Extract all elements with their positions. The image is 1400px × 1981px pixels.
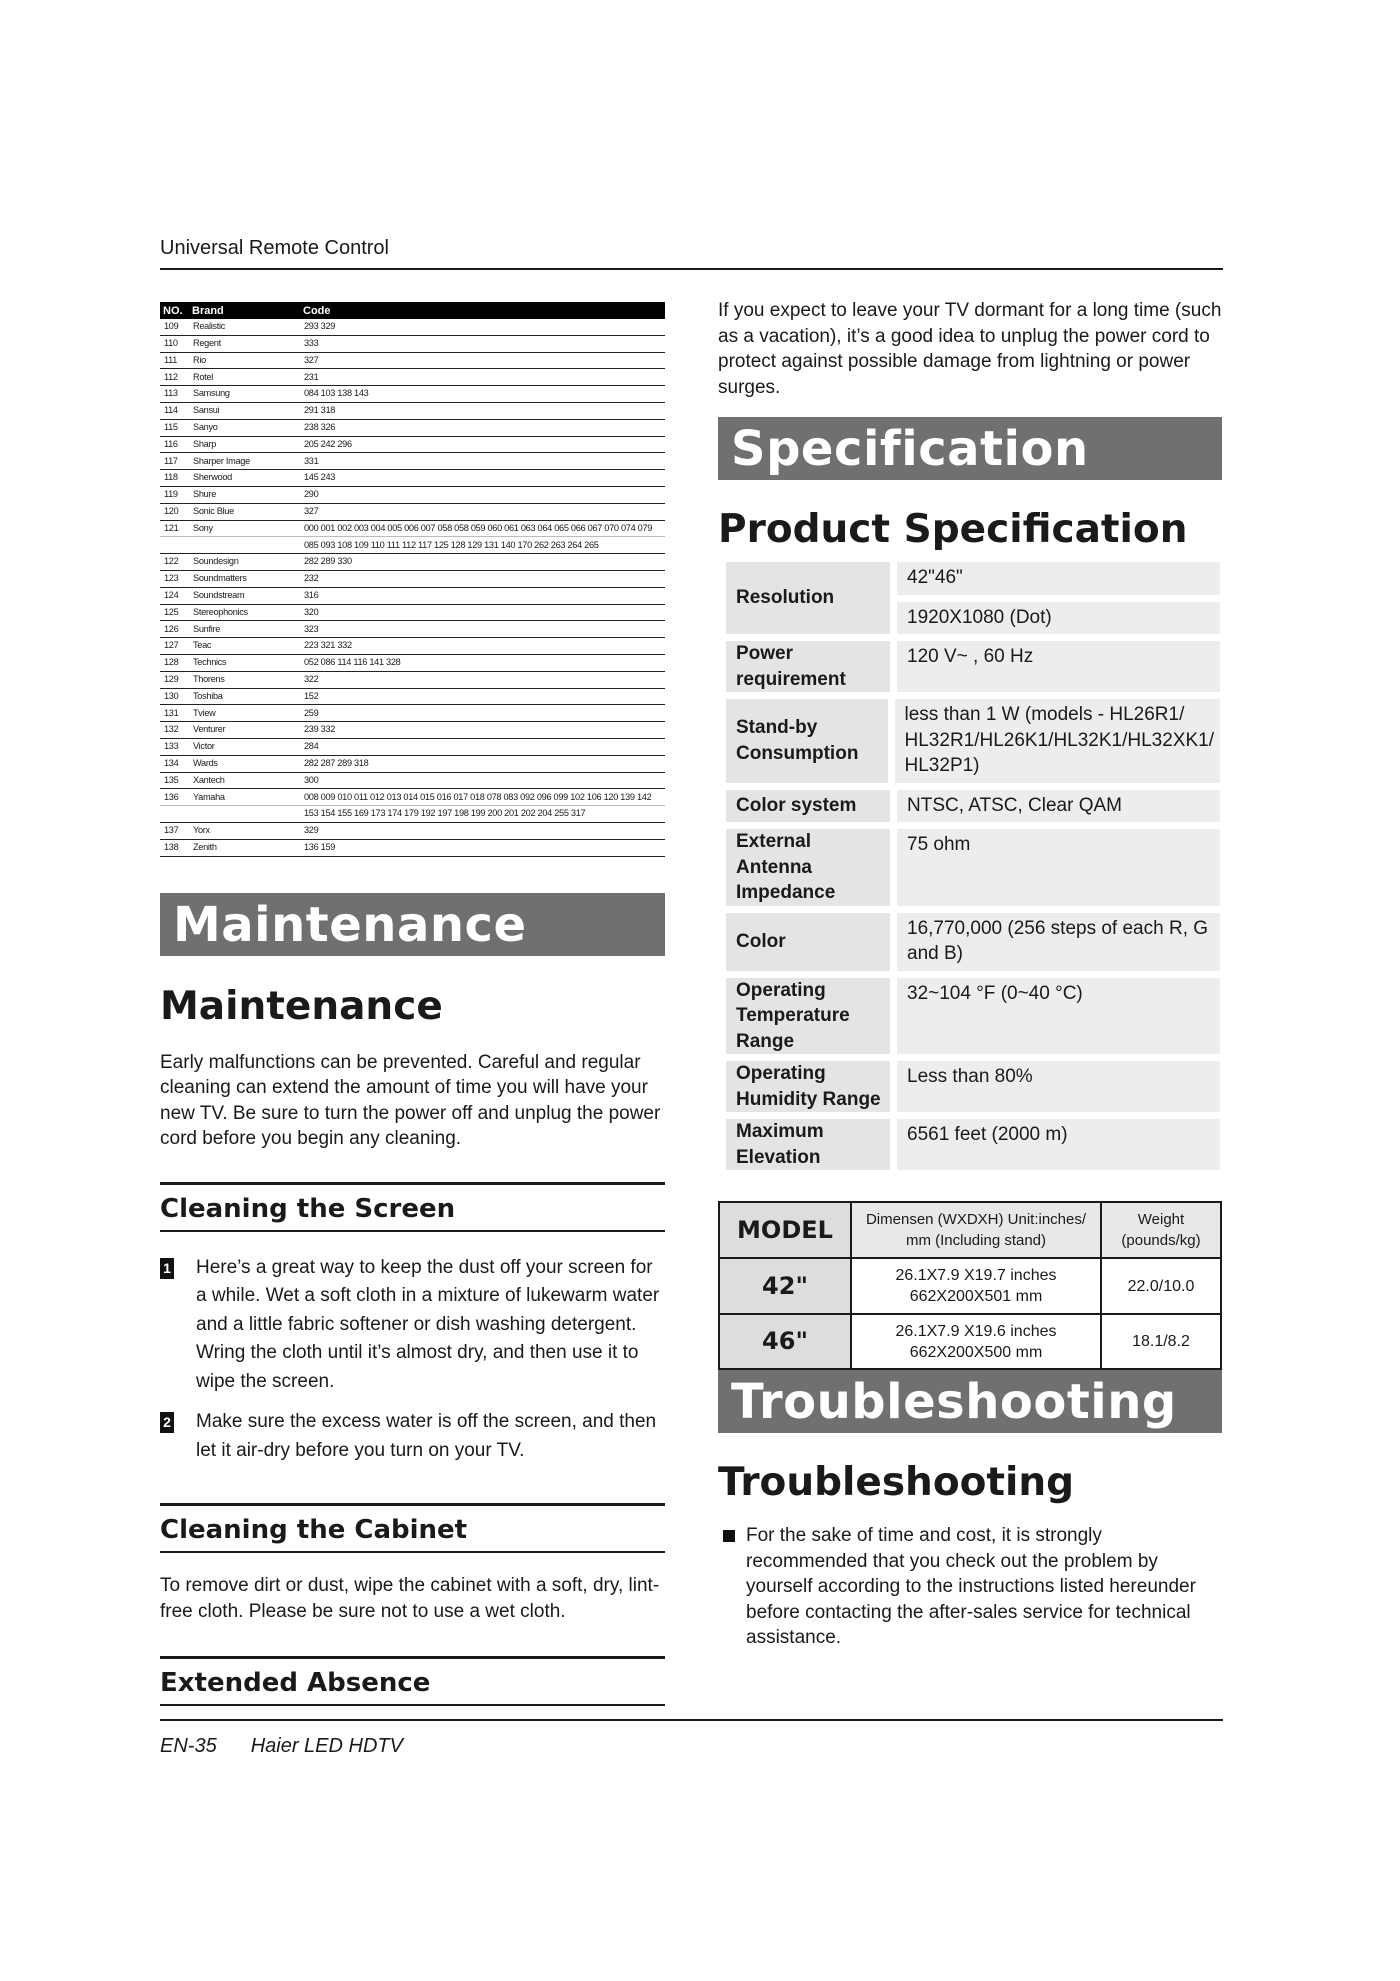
spec-value: 16,770,000 (256 steps of each R, G and B) bbox=[897, 913, 1220, 971]
code-values-cell: 145 243 bbox=[300, 470, 665, 487]
code-no-cell: 117 bbox=[160, 453, 189, 470]
spec-label: Maximum Elevation bbox=[726, 1119, 890, 1170]
code-brand-cell: Shure bbox=[189, 486, 300, 503]
model-dimensions-inches: 26.1X7.9 X19.7 inches bbox=[895, 1267, 1057, 1284]
code-table-row bbox=[160, 806, 665, 823]
code-values-cell: 231 bbox=[300, 369, 665, 386]
code-values-cell: 327 bbox=[300, 352, 665, 369]
model-name: 42" bbox=[719, 1258, 851, 1314]
model-table bbox=[718, 1201, 1222, 1370]
model-weight: 22.0/10.0 bbox=[1101, 1258, 1221, 1314]
spec-value: Less than 80% bbox=[897, 1061, 1220, 1112]
spec-label: Power requirement bbox=[726, 641, 890, 692]
code-table-row bbox=[160, 537, 665, 554]
code-brand-cell: Tview bbox=[189, 705, 300, 722]
weight-header: Weight (pounds/kg) bbox=[1101, 1202, 1221, 1258]
code-brand-cell: Sharp bbox=[189, 436, 300, 453]
code-table-row bbox=[160, 755, 665, 772]
code-values-cell: 152 bbox=[300, 688, 665, 705]
code-table-row bbox=[160, 436, 665, 453]
spec-values bbox=[895, 699, 1220, 783]
code-values-cell: 000 001 002 003 004 005 006 007 058 058 059 060 061 063 064 065 066 067 070 074 079 bbox=[300, 520, 665, 537]
code-no-cell: 123 bbox=[160, 570, 189, 587]
code-table-row bbox=[160, 738, 665, 755]
code-no-cell: 122 bbox=[160, 554, 189, 571]
code-values-cell: 282 289 330 bbox=[300, 554, 665, 571]
code-table-row bbox=[160, 352, 665, 369]
model-dimensions bbox=[851, 1314, 1101, 1369]
step-text-2: Make sure the excess water is off the screen, and then let it air-dry before you turn on your TV. bbox=[196, 1411, 657, 1461]
specification-band: Specification bbox=[718, 417, 1222, 480]
maintenance-band: Maintenance bbox=[160, 893, 665, 956]
model-name: 46" bbox=[719, 1314, 851, 1369]
spec-value: 75 ohm bbox=[897, 829, 1220, 906]
code-no-cell: 116 bbox=[160, 436, 189, 453]
code-values-cell: 153 154 155 169 173 174 179 192 197 198 199 200 201 202 204 255 317 bbox=[300, 806, 665, 823]
code-values-cell: 259 bbox=[300, 705, 665, 722]
code-values-cell: 008 009 010 011 012 013 014 015 016 017 018 078 083 092 096 099 102 106 120 139 142 bbox=[300, 789, 665, 806]
code-brand-cell: Rio bbox=[189, 352, 300, 369]
code-brand-cell: Sonic Blue bbox=[189, 503, 300, 520]
code-no-cell: 115 bbox=[160, 419, 189, 436]
model-dimensions-mm: 662X200X500 mm bbox=[909, 1343, 1043, 1361]
spec-row bbox=[726, 1061, 1220, 1112]
code-brand-cell: Stereophonics bbox=[189, 604, 300, 621]
step-number-1: 1 bbox=[160, 1258, 174, 1279]
code-values-cell: 293 329 bbox=[300, 319, 665, 335]
code-table-row bbox=[160, 470, 665, 487]
code-table-row bbox=[160, 369, 665, 386]
spec-values bbox=[897, 562, 1220, 634]
code-values-cell: 136 159 bbox=[300, 839, 665, 856]
code-no-cell bbox=[160, 537, 189, 554]
code-brand-cell: Realistic bbox=[189, 319, 300, 335]
code-no-cell: 124 bbox=[160, 587, 189, 604]
code-no-cell: 129 bbox=[160, 671, 189, 688]
header-brand: Brand bbox=[189, 302, 300, 319]
product-specification-heading: Product Specification bbox=[718, 507, 1188, 552]
cleaning-screen-heading: Cleaning the Screen bbox=[160, 1193, 456, 1224]
code-no-cell bbox=[160, 806, 189, 823]
code-brand-cell: Sharper Image bbox=[189, 453, 300, 470]
code-values-cell: 333 bbox=[300, 335, 665, 352]
spec-label: Operating Temperature Range bbox=[726, 978, 890, 1055]
spec-label: Stand-by Consumption bbox=[726, 699, 888, 783]
spec-value: 6561 feet (2000 m) bbox=[897, 1119, 1220, 1170]
code-table-row bbox=[160, 688, 665, 705]
code-table-row bbox=[160, 772, 665, 789]
spec-values bbox=[897, 913, 1220, 971]
code-table-row bbox=[160, 722, 665, 739]
header-no: NO. bbox=[160, 302, 189, 319]
spec-row bbox=[726, 699, 1220, 783]
maintenance-heading: Maintenance bbox=[160, 983, 443, 1029]
code-brand-cell: Sony bbox=[189, 520, 300, 537]
header-title: Universal Remote Control bbox=[160, 237, 389, 259]
spec-label: Resolution bbox=[726, 562, 890, 634]
cleaning-cabinet-text: To remove dirt or dust, wipe the cabinet with a soft, dry, lint-free cloth. Please be sure not to use a wet cloth. bbox=[160, 1575, 660, 1622]
code-no-cell: 113 bbox=[160, 386, 189, 403]
spec-values bbox=[897, 978, 1220, 1055]
code-table-row bbox=[160, 654, 665, 671]
code-values-cell: 284 bbox=[300, 738, 665, 755]
code-values-cell: 239 332 bbox=[300, 722, 665, 739]
code-brand-cell: Teac bbox=[189, 638, 300, 655]
code-no-cell: 110 bbox=[160, 335, 189, 352]
code-values-cell: 052 086 114 116 141 328 bbox=[300, 654, 665, 671]
code-no-cell: 128 bbox=[160, 654, 189, 671]
right-column bbox=[718, 298, 1222, 1651]
spec-values bbox=[897, 1061, 1220, 1112]
code-values-cell: 300 bbox=[300, 772, 665, 789]
troubleshooting-heading: Troubleshooting bbox=[718, 1460, 1075, 1505]
model-table-header bbox=[719, 1202, 1221, 1258]
code-no-cell: 126 bbox=[160, 621, 189, 638]
code-table-row bbox=[160, 570, 665, 587]
code-brand-cell: Venturer bbox=[189, 722, 300, 739]
spec-row bbox=[726, 790, 1220, 823]
spec-label: Operating Humidity Range bbox=[726, 1061, 890, 1112]
code-values-cell: 282 287 289 318 bbox=[300, 755, 665, 772]
code-brand-cell: Soundesign bbox=[189, 554, 300, 571]
code-table-row bbox=[160, 486, 665, 503]
code-no-cell: 131 bbox=[160, 705, 189, 722]
code-table-body bbox=[160, 319, 665, 856]
spec-values bbox=[897, 1119, 1220, 1170]
code-brand-cell: Sansui bbox=[189, 402, 300, 419]
code-table-row bbox=[160, 621, 665, 638]
code-brand-cell: Regent bbox=[189, 335, 300, 352]
maintenance-intro: Early malfunctions can be prevented. Careful and regular cleaning can extend the amount of time you will have your new TV. Be sure to turn the power off and unplug the power cord before you begin any cleaning. bbox=[160, 1051, 661, 1149]
step-number-2: 2 bbox=[160, 1412, 174, 1433]
step-1 bbox=[160, 1254, 665, 1397]
code-values-cell: 290 bbox=[300, 486, 665, 503]
code-brand-cell: Soundmatters bbox=[189, 570, 300, 587]
code-table-header bbox=[160, 302, 665, 319]
step-text-1: Here’s a great way to keep the dust off your screen for a while. Wet a soft cloth in a mixture of lukewarm water and a little fabric softener or dish washing detergent. Wring the cloth until it’s almost dry, and then use it to wipe the screen. bbox=[196, 1256, 660, 1392]
spec-value: 1920X1080 (Dot) bbox=[897, 602, 1220, 635]
dimension-header: Dimensen (WXDXH) Unit:inches/ mm (Including stand) bbox=[851, 1202, 1101, 1258]
code-no-cell: 127 bbox=[160, 638, 189, 655]
extended-absence-text: If you expect to leave your TV dormant for a long time (such as a vacation), it’s a good idea to unplug the power cord to protect against possible damage from lightning or power surges. bbox=[718, 300, 1222, 398]
code-no-cell: 118 bbox=[160, 470, 189, 487]
specification-table bbox=[726, 562, 1220, 1170]
left-column bbox=[160, 302, 665, 1706]
code-table-row bbox=[160, 335, 665, 352]
cleaning-cabinet-section-header bbox=[160, 1503, 665, 1553]
code-no-cell: 137 bbox=[160, 822, 189, 839]
spec-value: less than 1 W (models - HL26R1/ HL32R1/HL26K1/HL32K1/HL32XK1/ HL32P1) bbox=[895, 699, 1220, 783]
code-brand-cell: Victor bbox=[189, 738, 300, 755]
code-values-cell: 232 bbox=[300, 570, 665, 587]
code-table-row bbox=[160, 789, 665, 806]
code-no-cell: 132 bbox=[160, 722, 189, 739]
code-brand-cell: Yorx bbox=[189, 822, 300, 839]
spec-values bbox=[897, 641, 1220, 692]
code-no-cell: 130 bbox=[160, 688, 189, 705]
code-no-cell: 133 bbox=[160, 738, 189, 755]
code-no-cell: 109 bbox=[160, 319, 189, 335]
code-values-cell: 323 bbox=[300, 621, 665, 638]
code-brand-cell: Thorens bbox=[189, 671, 300, 688]
spec-row bbox=[726, 913, 1220, 971]
model-header: MODEL bbox=[719, 1202, 851, 1258]
model-dimensions-inches: 26.1X7.9 X19.6 inches bbox=[895, 1322, 1057, 1340]
spec-row bbox=[726, 978, 1220, 1055]
footer bbox=[160, 1735, 437, 1758]
code-no-cell: 120 bbox=[160, 503, 189, 520]
code-no-cell: 135 bbox=[160, 772, 189, 789]
code-table-row bbox=[160, 319, 665, 335]
code-no-cell: 112 bbox=[160, 369, 189, 386]
code-values-cell: 327 bbox=[300, 503, 665, 520]
step-2 bbox=[160, 1408, 665, 1465]
code-brand-cell: Toshiba bbox=[189, 688, 300, 705]
code-brand-cell: Samsung bbox=[189, 386, 300, 403]
code-table-row bbox=[160, 402, 665, 419]
code-table-row bbox=[160, 705, 665, 722]
code-brand-cell: Yamaha bbox=[189, 789, 300, 806]
header-code: Code bbox=[300, 302, 665, 319]
spec-label: Color bbox=[726, 913, 890, 971]
code-no-cell: 125 bbox=[160, 604, 189, 621]
code-no-cell: 111 bbox=[160, 352, 189, 369]
spec-label: External Antenna Impedance bbox=[726, 829, 890, 906]
model-row bbox=[719, 1314, 1221, 1369]
code-values-cell: 329 bbox=[300, 822, 665, 839]
extended-absence-heading: Extended Absence bbox=[160, 1668, 431, 1698]
code-no-cell: 114 bbox=[160, 402, 189, 419]
code-table-row bbox=[160, 554, 665, 571]
code-no-cell: 136 bbox=[160, 789, 189, 806]
code-brand-cell: Zenith bbox=[189, 839, 300, 856]
code-brand-cell: Technics bbox=[189, 654, 300, 671]
code-values-cell: 085 093 108 109 110 111 112 117 125 128 129 131 140 170 262 263 264 265 bbox=[300, 537, 665, 554]
model-weight: 18.1/8.2 bbox=[1101, 1314, 1221, 1369]
code-table-row bbox=[160, 520, 665, 537]
code-table-row bbox=[160, 604, 665, 621]
cleaning-screen-section-header bbox=[160, 1182, 665, 1232]
code-brand-cell: Rotel bbox=[189, 369, 300, 386]
spec-value: 42"46" bbox=[897, 562, 1220, 595]
spec-row bbox=[726, 641, 1220, 692]
spec-value: NTSC, ATSC, Clear QAM bbox=[897, 790, 1220, 823]
code-brand-cell: Xantech bbox=[189, 772, 300, 789]
code-no-cell: 121 bbox=[160, 520, 189, 537]
bullet-square-icon bbox=[723, 1530, 735, 1542]
code-table-row bbox=[160, 587, 665, 604]
code-values-cell: 316 bbox=[300, 587, 665, 604]
footer-rule bbox=[160, 1719, 1223, 1721]
spec-value: 32~104 °F (0~40 °C) bbox=[897, 978, 1220, 1055]
code-table-row bbox=[160, 822, 665, 839]
footer-page-number: EN-35 bbox=[160, 1735, 217, 1757]
model-dimensions bbox=[851, 1258, 1101, 1314]
code-no-cell: 134 bbox=[160, 755, 189, 772]
spec-row bbox=[726, 562, 1220, 634]
code-table-row bbox=[160, 453, 665, 470]
code-values-cell: 322 bbox=[300, 671, 665, 688]
code-table-row bbox=[160, 419, 665, 436]
code-brand-cell: Sunfire bbox=[189, 621, 300, 638]
code-brand-cell bbox=[189, 806, 300, 823]
extended-absence-section-header bbox=[160, 1656, 665, 1706]
code-table-row bbox=[160, 638, 665, 655]
code-values-cell: 205 242 296 bbox=[300, 436, 665, 453]
troubleshooting-bullet-text: For the sake of time and cost, it is strongly recommended that you check out the problem by yourself according to the instructions listed hereunder before contacting the after-sales service for technical assistance. bbox=[746, 1525, 1196, 1648]
header-rule bbox=[160, 268, 1223, 270]
code-table-row bbox=[160, 671, 665, 688]
code-values-cell: 291 318 bbox=[300, 402, 665, 419]
code-table-row bbox=[160, 839, 665, 856]
spec-value: 120 V~ , 60 Hz bbox=[897, 641, 1220, 692]
troubleshooting-bullet bbox=[718, 1523, 1222, 1651]
code-values-cell: 084 103 138 143 bbox=[300, 386, 665, 403]
spec-values bbox=[897, 790, 1220, 823]
spec-row bbox=[726, 829, 1220, 906]
spec-label: Color system bbox=[726, 790, 890, 823]
cleaning-cabinet-heading: Cleaning the Cabinet bbox=[160, 1515, 468, 1545]
code-no-cell: 138 bbox=[160, 839, 189, 856]
code-no-cell: 119 bbox=[160, 486, 189, 503]
code-values-cell: 331 bbox=[300, 453, 665, 470]
code-brand-cell bbox=[189, 537, 300, 554]
spec-values bbox=[897, 829, 1220, 906]
remote-code-table bbox=[160, 302, 665, 857]
spec-row bbox=[726, 1119, 1220, 1170]
code-values-cell: 238 326 bbox=[300, 419, 665, 436]
model-dimensions-mm: 662X200X501 mm bbox=[909, 1288, 1043, 1305]
code-table-row bbox=[160, 503, 665, 520]
code-table-row bbox=[160, 386, 665, 403]
troubleshooting-band: Troubleshooting bbox=[718, 1370, 1222, 1433]
code-brand-cell: Wards bbox=[189, 755, 300, 772]
code-brand-cell: Sherwood bbox=[189, 470, 300, 487]
model-row bbox=[719, 1258, 1221, 1314]
code-values-cell: 320 bbox=[300, 604, 665, 621]
footer-product-name: Haier LED HDTV bbox=[250, 1735, 403, 1757]
code-brand-cell: Sanyo bbox=[189, 419, 300, 436]
code-brand-cell: Soundstream bbox=[189, 587, 300, 604]
code-values-cell: 223 321 332 bbox=[300, 638, 665, 655]
